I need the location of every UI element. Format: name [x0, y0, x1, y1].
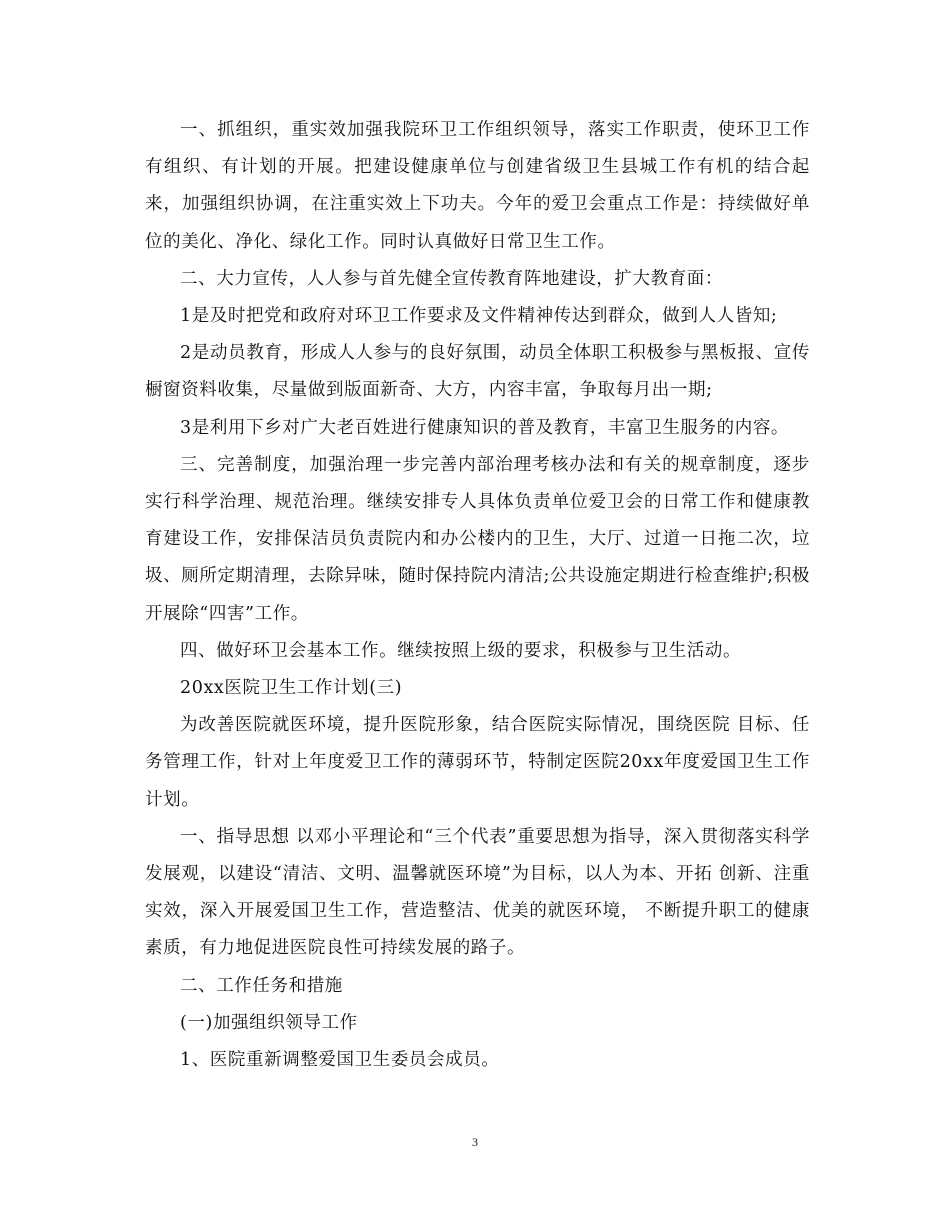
- paragraph-guiding-ideology: 一、指导思想 以邓小平理论和“三个代表”重要思想为指导，深入贯彻落实科学 发展观，以建设“清洁、文明、温馨就医环境”为目标，以人为本、开拓 创新、注重实效，深入开展爱国卫生工作，营造整洁、优美的就医环境， 不断提升职工的健康素质，有力地促进医院良性可持续发展的路子。: [145, 826, 810, 959]
- paragraph-organization: 一、抓组织，重实效加强我院环卫工作组织领导，落实工作职责，使环卫工作有组织、有计划的开展。把建设健康单位与创建省级卫生县城工作有机的结合起来，加强组织协调，在注重实效上下功夫。今年的爱卫会重点工作是：持续做好单位的美化、净化、绿化工作。同时认真做好日常卫生工作。: [145, 120, 810, 252]
- paragraph-system: 三、完善制度，加强治理一步完善内部治理考核办法和有关的规章制度，逐步实行科学治理、规范治理。继续安排专人具体负责单位爱卫会的日常工作和健康教育建设工作，安排保洁员负责院内和办公楼内的卫生，大厅、过道一日拖二次，垃圾、厕所定期清理，去除异味，随时保持院内清洁;公共设施定期进行检查维护;积极开展除“四害”工作。: [145, 454, 810, 624]
- paragraph-publicity: 二、大力宣传，人人参与首先健全宣传教育阵地建设，扩大教育面：: [180, 268, 723, 289]
- paragraph-item-2: 2是动员教育，形成人人参与的良好氛围，动员全体职工积极参与黑板报、宣传橱窗资料收集，尽量做到版面新奇、大方，内容丰富，争取每月出一期;: [145, 343, 810, 401]
- paragraph-item-3: 3是利用下乡对广大老百姓进行健康知识的普及教育，丰富卫生服务的内容。: [180, 417, 790, 438]
- paragraph-committee-adjustment: 1、医院重新调整爱国卫生委员会成员。: [180, 1050, 500, 1071]
- heading-organization-leadership: (一)加强组织领导工作: [180, 1012, 358, 1033]
- paragraph-basic-work: 四、做好环卫会基本工作。继续按照上级的要求，积极参与卫生活动。: [180, 640, 742, 661]
- paragraph-plan-intro: 为改善医院就医环境，提升医院形象，结合医院实际情况，围绕医院 目标、任务管理工作，针对上年度爱卫工作的薄弱环节，特制定医院20xx年度爱国卫生工作计划。: [145, 715, 810, 810]
- heading-tasks-measures: 二、工作任务和措施: [180, 975, 343, 996]
- paragraph-item-1: 1是及时把党和政府对环卫工作要求及文件精神传达到群众，做到人人皆知;: [180, 306, 778, 327]
- section-heading-plan-3: 20xx医院卫生工作计划(三): [180, 678, 403, 699]
- document-body: [145, 112, 810, 1079]
- page-number: 3: [472, 1135, 478, 1149]
